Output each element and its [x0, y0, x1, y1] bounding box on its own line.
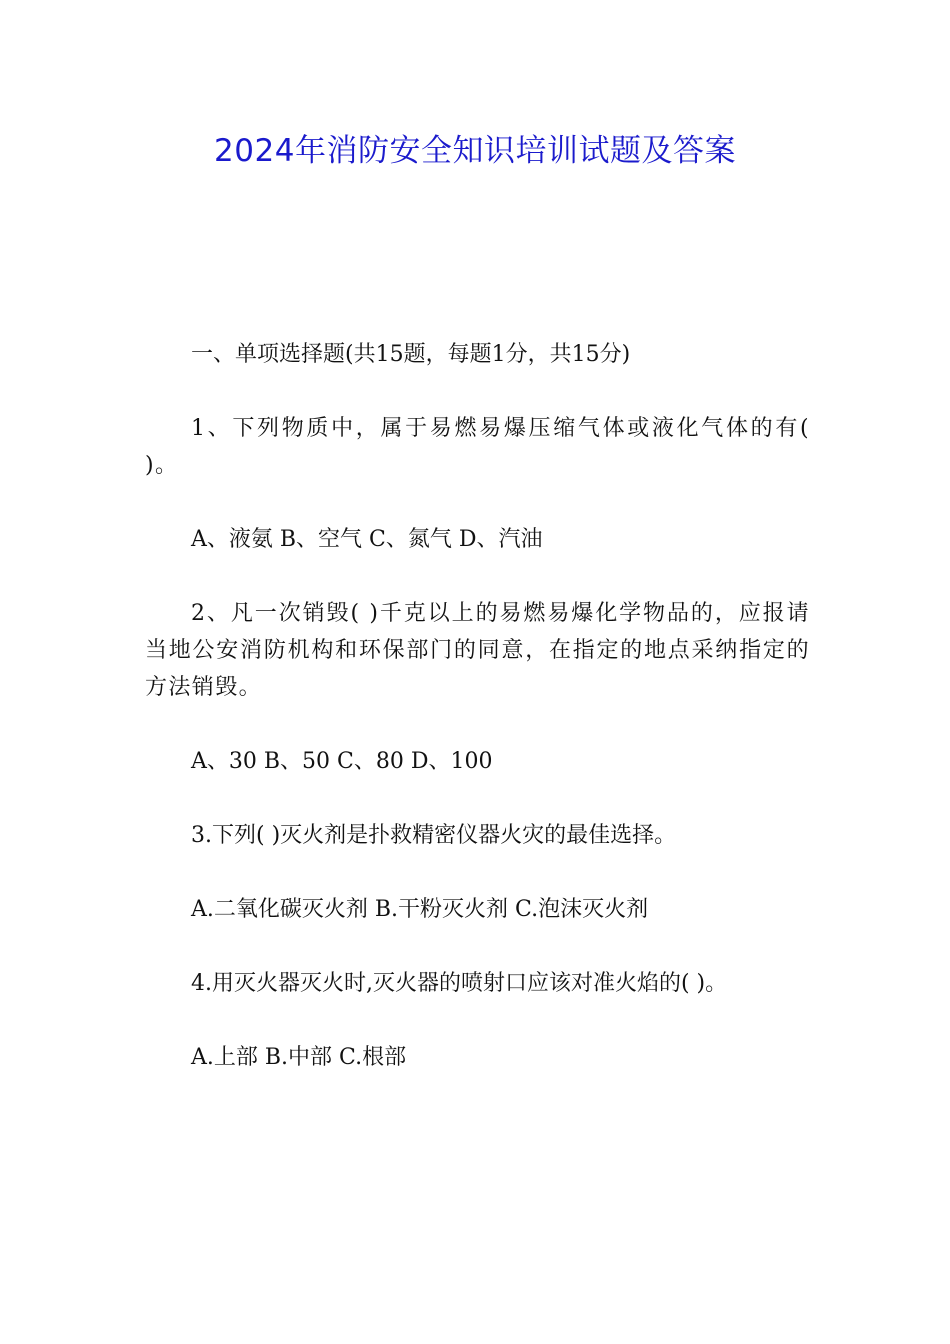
- question-1-options: A、液氨 B、空气 C、氮气 D、汽油: [191, 527, 543, 552]
- document-body: [145, 336, 810, 1113]
- question-2-options: A、30 B、50 C、80 D、100: [191, 749, 493, 774]
- question-1: 1、下列物质中，属于易燃易爆压缩气体或液化气体的有( )。: [145, 416, 810, 478]
- section-heading: 一、单项选择题(共15题，每题1分，共15分): [191, 342, 631, 367]
- question-4: 4.用灭火器灭火时,灭火器的喷射口应该对准火焰的( )。: [191, 971, 728, 996]
- question-2: 2、凡一次销毁( )千克以上的易燃易爆化学物品的，应报请当地公安消防机构和环保部门的同意，在指定的地点采纳指定的方法销毁。: [145, 601, 810, 700]
- question-3: 3.下列( )灭火剂是扑救精密仪器火灾的最佳选择。: [191, 823, 677, 848]
- question-3-options: A.二氧化碳灭火剂 B.干粉灭火剂 C.泡沫灭火剂: [191, 897, 649, 922]
- question-4-options: A.上部 B.中部 C.根部: [191, 1045, 407, 1070]
- document-title: 2024年消防安全知识培训试题及答案: [214, 133, 736, 169]
